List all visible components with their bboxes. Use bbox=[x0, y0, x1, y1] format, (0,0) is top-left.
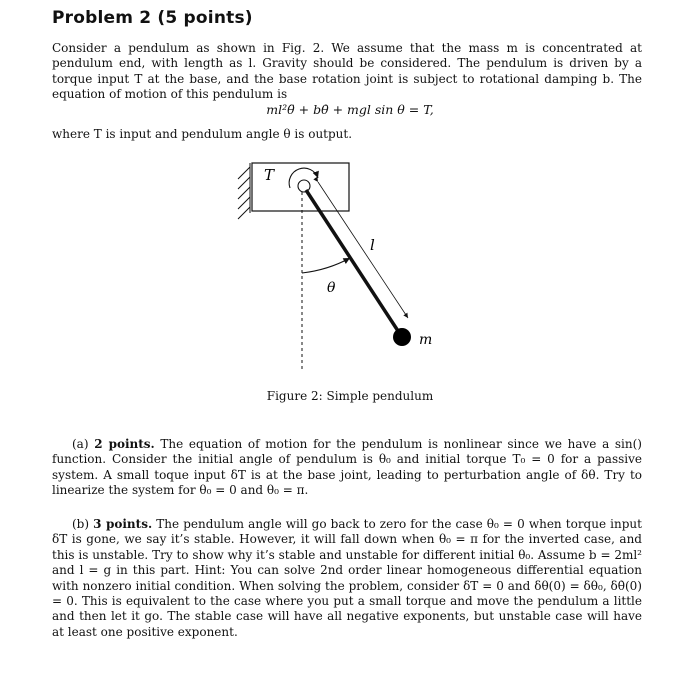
figure-caption: Figure 2: Simple pendulum bbox=[266, 389, 434, 403]
part-a-label: (a) bbox=[72, 437, 89, 451]
angle-arc bbox=[302, 258, 350, 273]
where-text: where T is input and pendulum angle θ is output. bbox=[52, 127, 353, 141]
part-b-text: The pendulum angle will go back to zero for the case θ₀ = 0 when torque input δT is gone, we say it’s stable. However, it will fall down when θ₀ = π for the inverted case, and this is unstable. Try to show why it’s stable and unstable for different initial θ₀. Assume b = 2ml² and l = g in this part. Hint: You can solve 2nd order linear homogeneous differential equation with nonzero initial condition. When solving the problem, consider δT = 0 and δθ(0) = δθ₀, δθ̇(0) = 0. This is equivalent to the case where you put a small torque and move the pendulum a little and then let it go. The stable case will have all negative exponents, but unstable case will have at least one positive exponent. bbox=[52, 517, 642, 639]
problem-intro: Consider a pendulum as shown in Fig. 2. We assume that the mass m is concentrated at pendulum end, with length as l. Gravity should be considered. The pendulum is driven by a torque input T at the base, and the base rotation joint is subject to rotational damping b. The equation of motion of this pendulum is bbox=[52, 41, 642, 102]
part-b-points: 3 points. bbox=[93, 517, 153, 531]
pendulum-rod bbox=[306, 190, 400, 334]
part-a bbox=[52, 437, 642, 499]
wall-hatching bbox=[238, 163, 250, 219]
length-label: l bbox=[370, 236, 375, 254]
equation-of-motion: ml²θ̈ + bθ̇ + mgl sin θ = T, bbox=[266, 102, 434, 117]
pendulum-figure bbox=[230, 158, 470, 383]
pendulum-mass bbox=[393, 328, 411, 346]
part-b bbox=[52, 517, 642, 640]
part-b-label: (b) bbox=[72, 517, 90, 531]
mass-label: m bbox=[419, 332, 433, 348]
length-dimension bbox=[318, 182, 408, 318]
problem-title: Problem 2 (5 points) bbox=[52, 8, 253, 28]
part-a-text: The equation of motion for the pendulum is nonlinear since we have a sin() function. Consider the initial angle of pendulum is θ₀ and initial torque T₀ = 0 for a passive system. A small toque input δT is at the base joint, leading to perturbation angle of δθ. Try to linearize the system for θ₀ = 0 and θ₀ = π. bbox=[52, 437, 642, 498]
angle-label: θ bbox=[327, 280, 336, 296]
torque-label: T bbox=[264, 166, 275, 184]
part-a-points: 2 points. bbox=[94, 437, 155, 451]
